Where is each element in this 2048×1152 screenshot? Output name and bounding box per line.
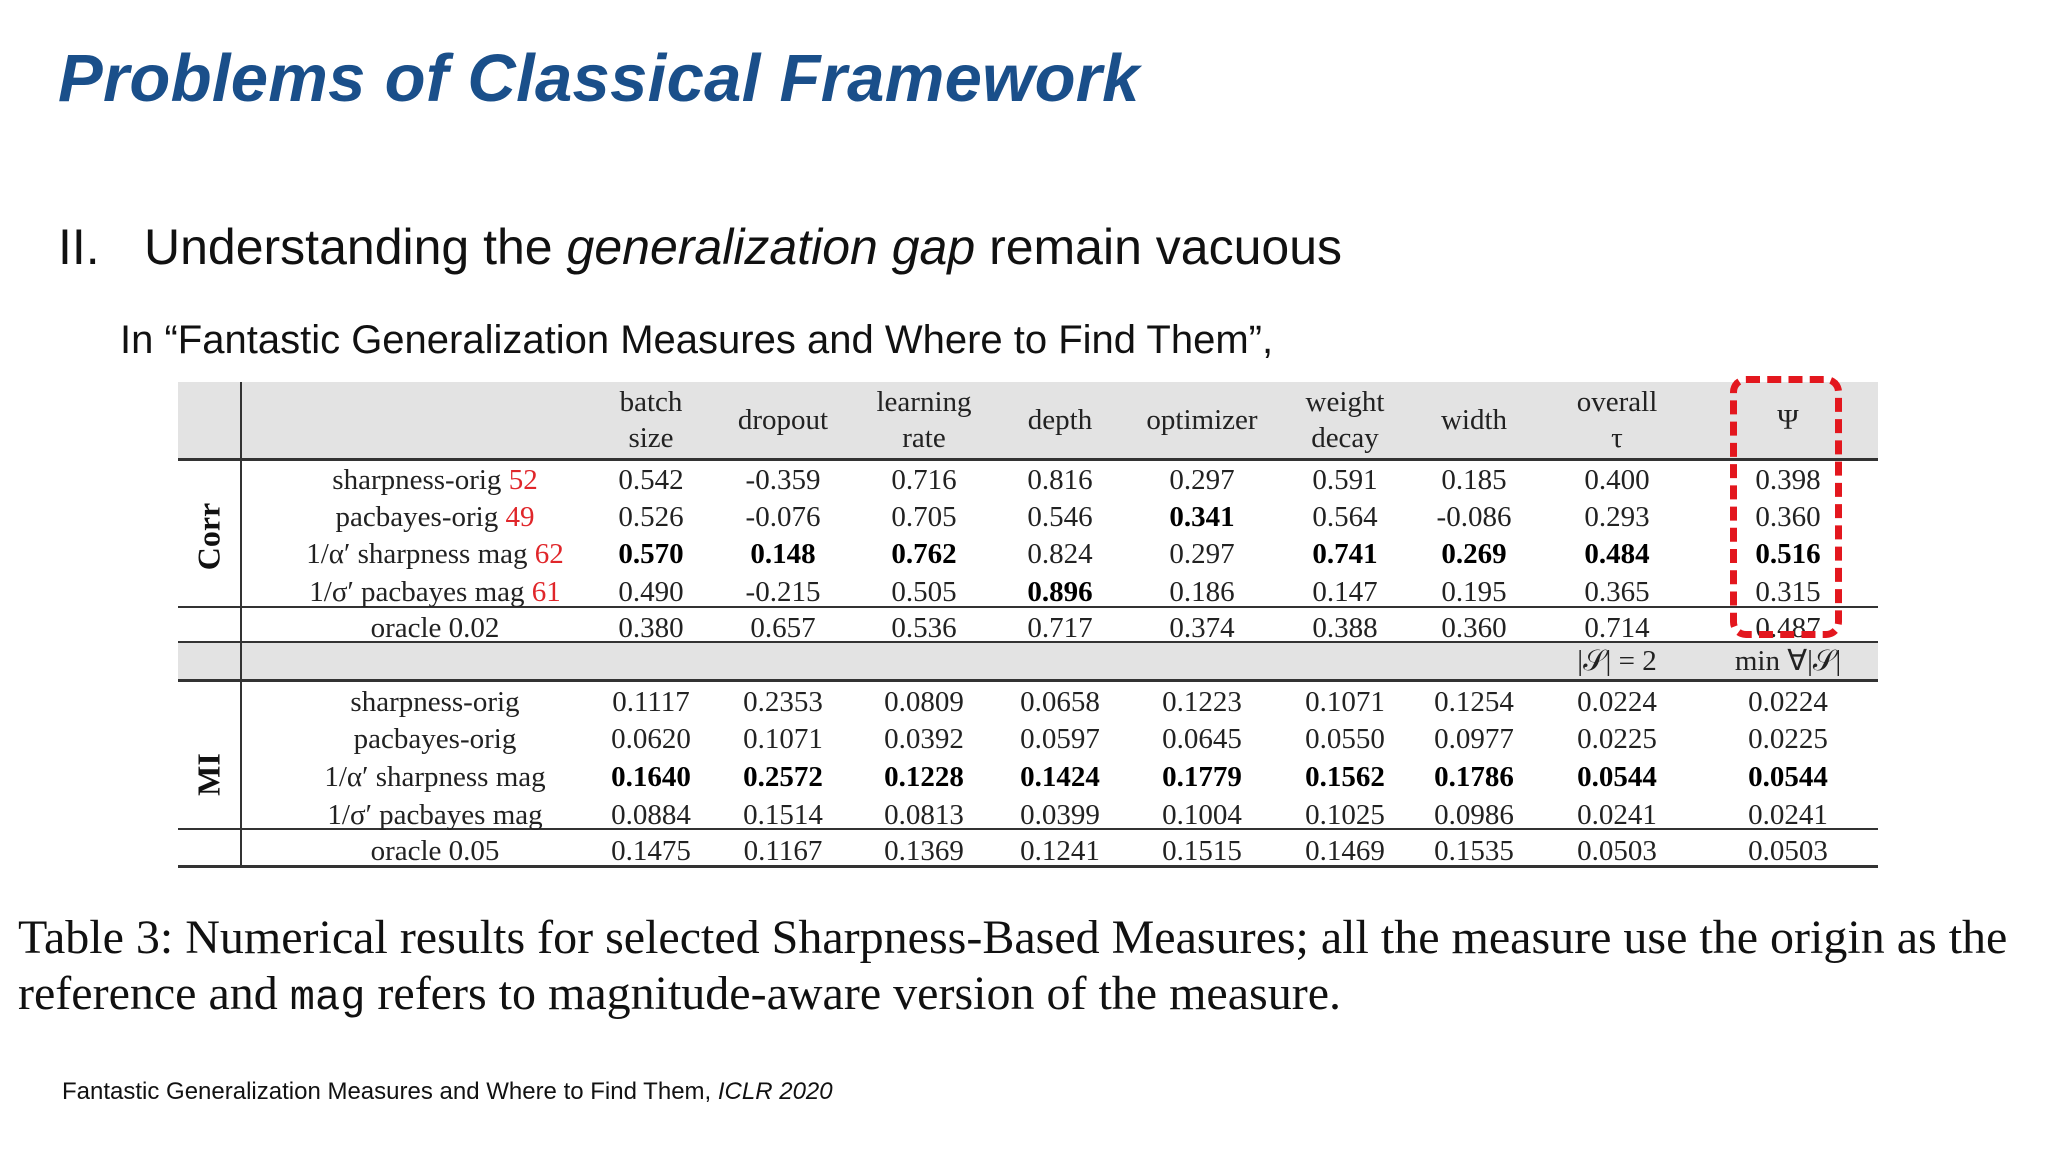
mi-measure-name: pacbayes-orig [353,723,517,755]
corr-value-cell: -0.215 [745,576,821,608]
mi-value-cell: 0.1071 [1305,686,1385,718]
caption-text-post: refers to magnitude-aware version of the measure. [365,967,1341,1020]
bullet-number: II. [58,219,100,275]
corr-value-cell: 0.741 [1312,538,1378,570]
corr-value-cell: 0.824 [1027,538,1093,570]
corr-value-cell: 0.546 [1027,501,1093,533]
corr-row-label [309,574,560,610]
corr-value-cell: -0.086 [1436,501,1512,533]
corr-value-cell: 0.657 [750,612,816,644]
mi-row-label [354,721,517,757]
column-header: batch [619,386,683,418]
column-header-line2: size [628,422,674,454]
mi-value-cell: 0.1167 [743,835,823,867]
results-table [178,382,1878,868]
mi-value-cell: 0.1071 [743,723,823,755]
mi-row-label [350,684,519,720]
mi-value-cell: 0.0809 [884,686,964,718]
mi-value-cell: 0.0884 [611,799,691,831]
mi-value-cell: 0.0503 [1577,835,1657,867]
mi-value-cell: 0.1369 [884,835,964,867]
mi-value-cell: 0.2572 [743,761,823,793]
corr-value-cell: 0.297 [1169,538,1235,570]
mi-row-label [324,759,545,795]
corr-value-cell: 0.505 [891,576,957,608]
corr-value-cell: -0.359 [745,464,821,496]
corr-value-cell: 0.269 [1441,538,1507,570]
corr-measure-name: 1/σ′ pacbayes mag [309,576,525,608]
corr-value-cell: 0.591 [1312,464,1378,496]
mi-value-cell: 0.0241 [1577,799,1657,831]
column-header-line2: decay [1311,422,1379,454]
corr-value-cell: 0.896 [1027,576,1093,608]
corr-value-cell: 0.762 [891,538,957,570]
group-label-corr: Corr [190,502,227,571]
mi-value-cell: 0.2353 [743,686,823,718]
group-label-mi: MI [190,753,227,796]
bullet-text-post: remain vacuous [975,219,1343,275]
corr-value-cell: 0.490 [618,576,684,608]
mi-value-cell: 0.1640 [611,761,691,793]
corr-value-cell: 0.717 [1027,612,1093,644]
mi-value-cell: 0.0620 [611,723,691,755]
mi-value-cell: 0.0544 [1577,761,1657,793]
corr-value-cell: 0.398 [1755,464,1821,496]
corr-value-cell: 0.388 [1312,612,1378,644]
mid-header: |𝒮| = 2 [1577,645,1657,677]
mi-value-cell: 0.0241 [1748,799,1828,831]
corr-value-cell: 0.484 [1584,538,1650,570]
caption-text-pre: Table 3: Numerical results for selected Sharpness-Based Measures; all the measure use the origin as the reference and [18,911,2008,1020]
corr-value-cell: 0.380 [618,612,684,644]
mi-value-cell: 0.1779 [1162,761,1242,793]
corr-value-cell: 0.360 [1755,501,1821,533]
corr-value-cell: 0.360 [1441,612,1507,644]
corr-value-cell: 0.716 [891,464,957,496]
corr-value-cell: 0.570 [618,538,684,570]
mi-value-cell: 0.1469 [1305,835,1385,867]
mi-value-cell: 0.1514 [743,799,823,831]
column-header: Ψ [1777,404,1799,436]
corr-value-cell: 0.536 [891,612,957,644]
corr-value-cell: 0.185 [1441,464,1507,496]
corr-measure-name: 1/α′ sharpness mag [306,538,528,570]
mi-value-cell: 0.1562 [1305,761,1385,793]
corr-value-cell: 0.297 [1169,464,1235,496]
mi-value-cell: 0.1117 [612,686,690,718]
mi-value-cell: 0.0544 [1748,761,1828,793]
mid-header: min ∀|𝒮| [1734,645,1842,677]
corr-measure-name: oracle 0.02 [370,612,500,644]
citation-text: Fantastic Generalization Measures and Where to Find Them, [62,1078,718,1105]
caption-code-mag: mag [289,974,366,1022]
corr-value-cell: 0.341 [1169,501,1235,533]
mi-value-cell: 0.0399 [1020,799,1100,831]
corr-value-cell: 0.542 [618,464,684,496]
mi-value-cell: 0.0658 [1020,686,1100,718]
mi-measure-name: 1/σ′ pacbayes mag [327,799,543,831]
column-header: dropout [737,404,829,436]
corr-value-cell: 0.564 [1312,501,1378,533]
column-header-line2: rate [902,422,946,454]
mi-value-cell: 0.0597 [1020,723,1100,755]
bullet-text-pre: Understanding the [144,219,567,275]
mi-value-cell: 0.1228 [884,761,964,793]
corr-value-cell: 0.293 [1584,501,1650,533]
mi-row-label [327,797,542,833]
corr-measure-name: pacbayes-orig [335,501,499,533]
corr-measure-ref-number: 49 [505,501,535,533]
mi-value-cell: 0.1025 [1305,799,1385,831]
column-header: depth [1027,404,1093,436]
column-header-line2: τ [1611,422,1623,454]
rule-header [178,458,1878,461]
corr-row-label [336,499,535,535]
corr-measure-name: sharpness-orig [332,464,502,496]
bullet-emphasis: generalization gap [566,219,976,275]
corr-value-cell: 0.816 [1027,464,1093,496]
mi-measure-name: oracle 0.05 [370,835,500,867]
mi-value-cell: 0.1004 [1162,799,1242,831]
mi-value-cell: 0.0977 [1434,723,1514,755]
corr-value-cell: 0.186 [1169,576,1235,608]
mi-row-label [371,833,500,869]
citation-footer [62,1078,833,1106]
mi-value-cell: 0.1475 [611,835,691,867]
mi-value-cell: 0.0224 [1748,686,1828,718]
mi-value-cell: 0.1254 [1434,686,1514,718]
corr-value-cell: 0.487 [1755,612,1821,644]
slide-title: Problems of Classical Framework [58,41,1140,116]
psi-column-highlight [1730,376,1842,638]
mi-value-cell: 0.1241 [1020,835,1100,867]
sub-bullet: In “Fantastic Generalization Measures and Where to Find Them”, [120,318,1274,362]
corr-value-cell: 0.148 [750,538,816,570]
corr-measure-ref-number: 61 [531,576,561,608]
corr-value-cell: 0.400 [1584,464,1650,496]
mi-value-cell: 0.1223 [1162,686,1242,718]
mi-value-cell: 0.1535 [1434,835,1514,867]
mi-value-cell: 0.0813 [884,799,964,831]
mi-value-cell: 0.1515 [1162,835,1242,867]
corr-value-cell: 0.705 [891,501,957,533]
corr-value-cell: 0.374 [1169,612,1235,644]
bullet-point [58,218,1342,276]
corr-value-cell: 0.365 [1584,576,1650,608]
mi-value-cell: 0.1786 [1434,761,1514,793]
corr-value-cell: -0.076 [745,501,821,533]
mi-value-cell: 0.0225 [1748,723,1828,755]
column-header: optimizer [1146,404,1258,436]
corr-value-cell: 0.315 [1755,576,1821,608]
mi-measure-name: 1/α′ sharpness mag [324,761,546,793]
mi-value-cell: 0.0645 [1162,723,1242,755]
corr-row-label [332,462,537,498]
rule-group-divider [240,382,242,868]
corr-measure-ref-number: 52 [508,464,538,496]
corr-row-label [371,610,500,646]
corr-value-cell: 0.526 [618,501,684,533]
corr-row-label [306,536,564,572]
mi-value-cell: 0.0550 [1305,723,1385,755]
column-header: overall [1576,386,1658,418]
corr-value-cell: 0.516 [1755,538,1821,570]
mi-value-cell: 0.1424 [1020,761,1100,793]
corr-measure-ref-number: 62 [534,538,564,570]
mi-value-cell: 0.0986 [1434,799,1514,831]
corr-value-cell: 0.195 [1441,576,1507,608]
citation-venue: ICLR 2020 [717,1078,833,1105]
column-header: width [1440,404,1508,436]
mi-measure-name: sharpness-orig [350,686,520,718]
corr-value-cell: 0.147 [1312,576,1378,608]
column-header: weight [1305,386,1385,418]
mi-value-cell: 0.0225 [1577,723,1657,755]
column-header: learning [876,386,972,418]
mi-value-cell: 0.0224 [1577,686,1657,718]
rule-mid-bottom [178,679,1878,682]
table-caption [18,910,2038,1026]
corr-value-cell: 0.714 [1584,612,1650,644]
mi-value-cell: 0.0392 [884,723,964,755]
mi-value-cell: 0.0503 [1748,835,1828,867]
